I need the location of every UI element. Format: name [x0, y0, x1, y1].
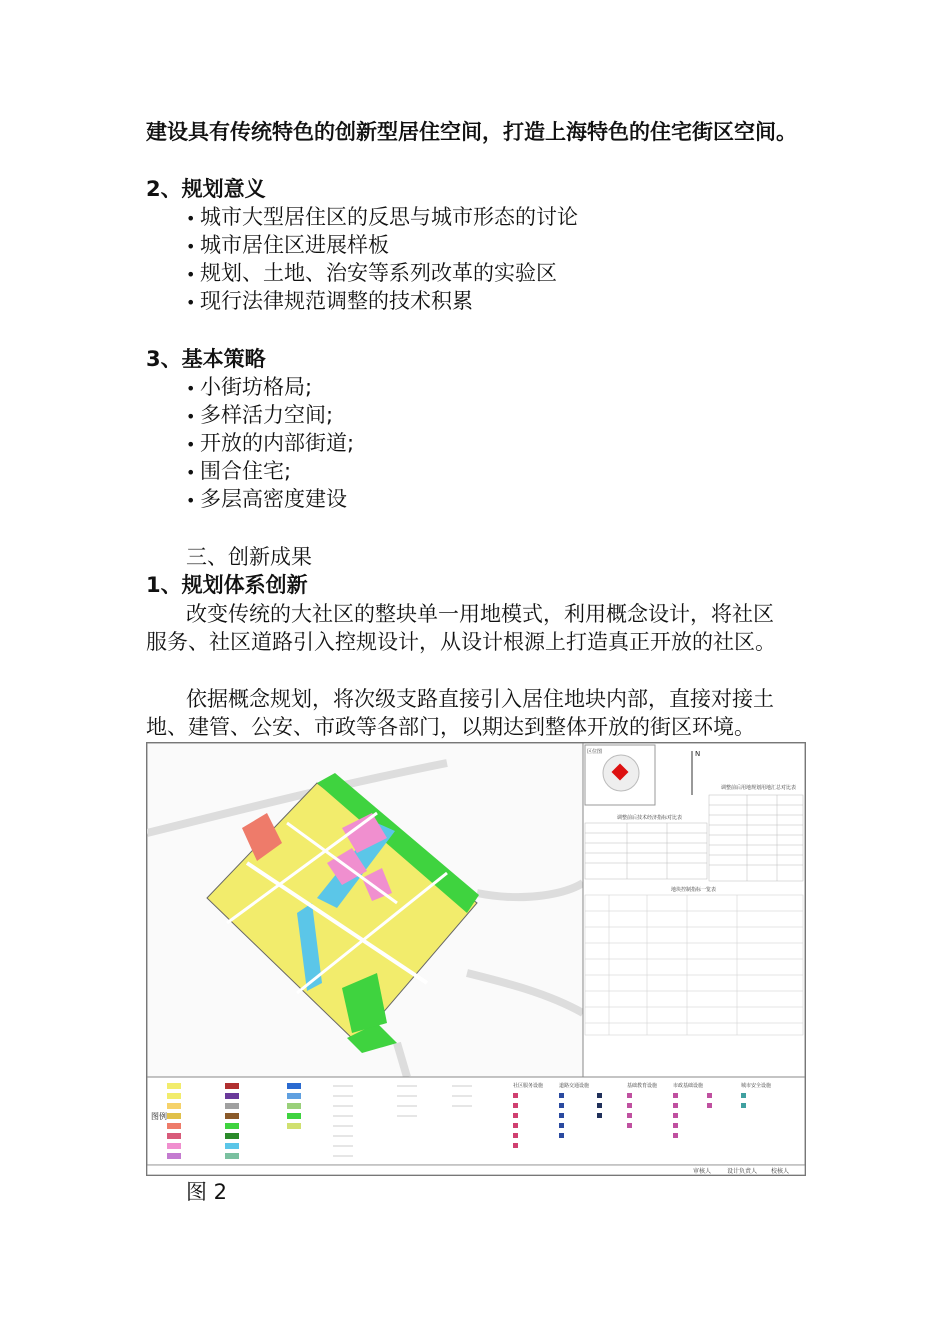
- bullet-dot: •: [186, 491, 196, 510]
- list-item: • 小街坊格局;: [186, 373, 312, 403]
- legend-group-title: 市政基础设施: [673, 1083, 704, 1089]
- legend-label: 图例: [151, 1112, 167, 1121]
- section-1-title: 1、规划体系创新: [146, 573, 308, 597]
- bullet-dot: •: [186, 379, 196, 398]
- list-item: • 城市居住区进展样板: [186, 231, 389, 261]
- paragraph-1-line-2: 服务、社区道路引入控规设计，从设计根源上打造真正开放的社区。: [146, 630, 776, 654]
- legend-group-title: 基础教育设施: [627, 1083, 658, 1089]
- intro-line: 建设具有传统特色的创新型居住空间，打造上海特色的住宅街区空间。: [146, 120, 797, 144]
- planning-map-svg: [147, 743, 805, 1175]
- list-item: • 围合住宅;: [186, 457, 291, 487]
- legend-group-title: 社区服务设施: [513, 1083, 544, 1089]
- legend-panel: [147, 1077, 805, 1165]
- section-3-title: 3、基本策略: [146, 347, 266, 371]
- bullet-dot: •: [186, 265, 196, 284]
- signoff-design-lead: 设计负责人: [727, 1168, 758, 1175]
- section-2-title: 2、规划意义: [146, 177, 266, 201]
- list-item: • 多层高密度建设: [186, 485, 347, 515]
- bullet-dot: •: [186, 435, 196, 454]
- signoff-checker: 校核人: [771, 1168, 790, 1175]
- figure-caption: 图 2: [186, 1180, 228, 1204]
- list-item: • 开放的内部街道;: [186, 429, 354, 459]
- table2-title: 调整前后技术经济指标对比表: [617, 815, 683, 821]
- planning-map-figure: [146, 742, 806, 1176]
- north-arrow-label: N: [695, 750, 701, 758]
- table-title: 调整前后用地规划用地汇总对比表: [721, 785, 797, 791]
- bullet-dot: •: [186, 237, 196, 256]
- paragraph-2-line-2: 地、建管、公安、市政等各部门，以期达到整体开放的街区环境。: [146, 715, 755, 739]
- list-item: • 现行法律规范调整的技术积累: [186, 287, 473, 317]
- bullet-dot: •: [186, 407, 196, 426]
- list-item: • 多样活力空间;: [186, 401, 333, 431]
- paragraph-2-line-1: 依据概念规划，将次级支路直接引入居住地块内部，直接对接土: [186, 687, 774, 711]
- chapter-heading: 三、创新成果: [186, 545, 312, 569]
- bullet-dot: •: [186, 463, 196, 482]
- legend-group-title: 道路交通设施: [559, 1083, 590, 1089]
- bullet-dot: •: [186, 293, 196, 312]
- locator-label: 区位图: [587, 749, 603, 755]
- table3-title: 地块控制指标一览表: [671, 887, 717, 893]
- list-item: • 城市大型居住区的反思与城市形态的讨论: [186, 203, 578, 233]
- signoff-reviewer: 审核人: [693, 1168, 712, 1175]
- legend-group-title: 城市安全设施: [741, 1083, 772, 1089]
- list-item: • 规划、土地、治安等系列改革的实验区: [186, 259, 557, 289]
- bullet-dot: •: [186, 209, 196, 228]
- paragraph-1-line-1: 改变传统的大社区的整块单一用地模式，利用概念设计，将社区: [186, 602, 774, 626]
